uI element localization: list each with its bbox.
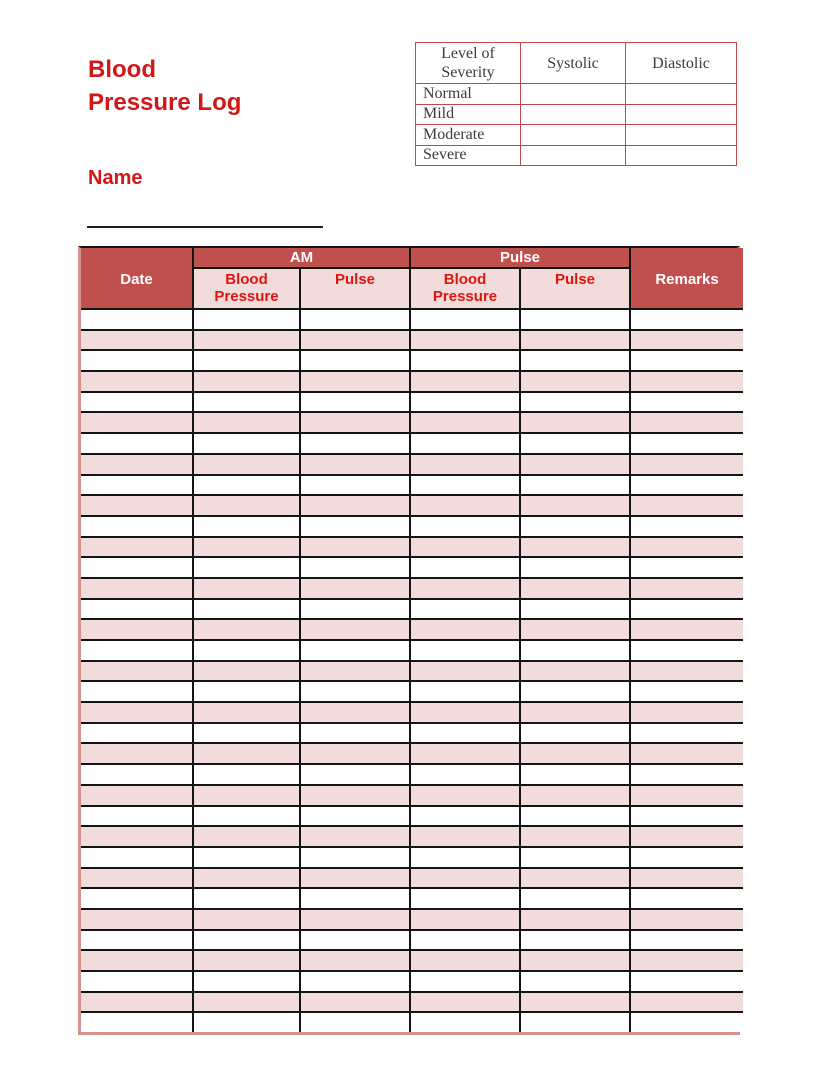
log-cell-am-pulse[interactable] bbox=[300, 971, 410, 992]
log-cell-remarks[interactable] bbox=[630, 475, 743, 496]
log-cell-pm-pulse[interactable] bbox=[520, 557, 630, 578]
log-cell-am-pulse[interactable] bbox=[300, 868, 410, 889]
severity-header-systolic: Systolic bbox=[521, 43, 626, 84]
log-cell-pm-blood-pressure[interactable] bbox=[410, 847, 520, 868]
log-cell-am-pulse[interactable] bbox=[300, 599, 410, 620]
log-cell-pm-blood-pressure[interactable] bbox=[410, 578, 520, 599]
log-cell-am-pulse[interactable] bbox=[300, 516, 410, 537]
log-cell-remarks[interactable] bbox=[630, 847, 743, 868]
log-cell-remarks[interactable] bbox=[630, 681, 743, 702]
log-cell-pm-pulse[interactable] bbox=[520, 1012, 630, 1032]
page-title-line1: Blood bbox=[88, 56, 156, 83]
log-row bbox=[81, 826, 743, 847]
log-row bbox=[81, 743, 743, 764]
log-cell-pm-blood-pressure[interactable] bbox=[410, 888, 520, 909]
log-cell-remarks[interactable] bbox=[630, 371, 743, 392]
log-cell-pm-pulse[interactable] bbox=[520, 826, 630, 847]
log-row bbox=[81, 619, 743, 640]
log-cell-remarks[interactable] bbox=[630, 743, 743, 764]
log-cell-am-blood-pressure[interactable] bbox=[193, 702, 300, 723]
log-cell-am-pulse[interactable] bbox=[300, 371, 410, 392]
subcol-header-am-blood-pressure: Blood Pressure bbox=[193, 268, 300, 309]
log-cell-pm-blood-pressure[interactable] bbox=[410, 723, 520, 744]
log-cell-pm-blood-pressure[interactable] bbox=[410, 392, 520, 413]
log-cell-date[interactable] bbox=[81, 537, 193, 558]
log-cell-pm-pulse[interactable] bbox=[520, 702, 630, 723]
log-row bbox=[81, 971, 743, 992]
log-cell-pm-pulse[interactable] bbox=[520, 392, 630, 413]
log-cell-date[interactable] bbox=[81, 599, 193, 620]
log-row bbox=[81, 702, 743, 723]
log-cell-date[interactable] bbox=[81, 309, 193, 330]
log-cell-pm-blood-pressure[interactable] bbox=[410, 412, 520, 433]
log-cell-date[interactable] bbox=[81, 971, 193, 992]
log-row bbox=[81, 330, 743, 351]
log-cell-pm-blood-pressure[interactable] bbox=[410, 433, 520, 454]
col-header-am: AM bbox=[193, 248, 410, 268]
log-cell-pm-pulse[interactable] bbox=[520, 350, 630, 371]
log-row bbox=[81, 350, 743, 371]
log-cell-date[interactable] bbox=[81, 475, 193, 496]
name-input-line[interactable] bbox=[87, 206, 323, 228]
log-cell-remarks[interactable] bbox=[630, 888, 743, 909]
log-cell-date[interactable] bbox=[81, 764, 193, 785]
log-cell-remarks[interactable] bbox=[630, 350, 743, 371]
log-cell-date[interactable] bbox=[81, 661, 193, 682]
col-header-remarks: Remarks bbox=[630, 248, 743, 309]
log-cell-remarks[interactable] bbox=[630, 599, 743, 620]
log-cell-am-blood-pressure[interactable] bbox=[193, 909, 300, 930]
log-cell-am-pulse[interactable] bbox=[300, 930, 410, 951]
severity-diastolic-cell[interactable] bbox=[626, 84, 737, 105]
severity-systolic-cell[interactable] bbox=[521, 84, 626, 105]
log-cell-pm-blood-pressure[interactable] bbox=[410, 950, 520, 971]
log-cell-pm-blood-pressure[interactable] bbox=[410, 619, 520, 640]
log-cell-pm-pulse[interactable] bbox=[520, 640, 630, 661]
log-cell-am-blood-pressure[interactable] bbox=[193, 950, 300, 971]
log-cell-remarks[interactable] bbox=[630, 661, 743, 682]
log-cell-pm-pulse[interactable] bbox=[520, 454, 630, 475]
log-cell-pm-blood-pressure[interactable] bbox=[410, 475, 520, 496]
log-cell-date[interactable] bbox=[81, 330, 193, 351]
log-cell-pm-pulse[interactable] bbox=[520, 330, 630, 351]
log-cell-pm-pulse[interactable] bbox=[520, 619, 630, 640]
log-cell-pm-blood-pressure[interactable] bbox=[410, 599, 520, 620]
log-cell-pm-pulse[interactable] bbox=[520, 412, 630, 433]
log-row bbox=[81, 847, 743, 868]
subcol-header-pm-pulse: Pulse bbox=[520, 268, 630, 309]
log-cell-date[interactable] bbox=[81, 702, 193, 723]
log-cell-date[interactable] bbox=[81, 950, 193, 971]
severity-row bbox=[416, 84, 737, 105]
log-cell-date[interactable] bbox=[81, 723, 193, 744]
log-cell-pm-pulse[interactable] bbox=[520, 930, 630, 951]
log-cell-am-pulse[interactable] bbox=[300, 537, 410, 558]
log-cell-date[interactable] bbox=[81, 1012, 193, 1032]
log-row bbox=[81, 412, 743, 433]
log-cell-am-pulse[interactable] bbox=[300, 764, 410, 785]
log-cell-am-blood-pressure[interactable] bbox=[193, 992, 300, 1013]
log-cell-am-pulse[interactable] bbox=[300, 847, 410, 868]
severity-row bbox=[416, 104, 737, 125]
log-cell-am-blood-pressure[interactable] bbox=[193, 392, 300, 413]
log-cell-date[interactable] bbox=[81, 578, 193, 599]
log-cell-am-blood-pressure[interactable] bbox=[193, 785, 300, 806]
log-cell-pm-blood-pressure[interactable] bbox=[410, 930, 520, 951]
log-cell-am-pulse[interactable] bbox=[300, 350, 410, 371]
log-cell-am-pulse[interactable] bbox=[300, 309, 410, 330]
log-row bbox=[81, 392, 743, 413]
severity-table bbox=[415, 42, 737, 166]
log-row bbox=[81, 537, 743, 558]
severity-row bbox=[416, 145, 737, 166]
log-cell-am-pulse[interactable] bbox=[300, 433, 410, 454]
severity-level-label: Mild bbox=[416, 104, 521, 125]
log-cell-am-pulse[interactable] bbox=[300, 681, 410, 702]
log-cell-date[interactable] bbox=[81, 516, 193, 537]
log-cell-pm-blood-pressure[interactable] bbox=[410, 909, 520, 930]
log-cell-pm-blood-pressure[interactable] bbox=[410, 681, 520, 702]
severity-diastolic-cell[interactable] bbox=[626, 125, 737, 146]
log-cell-remarks[interactable] bbox=[630, 495, 743, 516]
log-cell-remarks[interactable] bbox=[630, 764, 743, 785]
log-cell-date[interactable] bbox=[81, 412, 193, 433]
log-cell-date[interactable] bbox=[81, 847, 193, 868]
page-title-line2: Pressure Log bbox=[88, 89, 242, 116]
log-cell-pm-pulse[interactable] bbox=[520, 785, 630, 806]
log-cell-pm-blood-pressure[interactable] bbox=[410, 557, 520, 578]
log-cell-date[interactable] bbox=[81, 557, 193, 578]
log-cell-date[interactable] bbox=[81, 640, 193, 661]
log-cell-pm-blood-pressure[interactable] bbox=[410, 702, 520, 723]
log-cell-remarks[interactable] bbox=[630, 516, 743, 537]
log-cell-am-pulse[interactable] bbox=[300, 454, 410, 475]
log-cell-pm-blood-pressure[interactable] bbox=[410, 806, 520, 827]
log-header-row bbox=[81, 248, 743, 268]
log-cell-pm-pulse[interactable] bbox=[520, 764, 630, 785]
log-row bbox=[81, 578, 743, 599]
log-cell-am-blood-pressure[interactable] bbox=[193, 475, 300, 496]
log-cell-date[interactable] bbox=[81, 454, 193, 475]
log-cell-am-blood-pressure[interactable] bbox=[193, 309, 300, 330]
log-cell-date[interactable] bbox=[81, 619, 193, 640]
log-cell-pm-pulse[interactable] bbox=[520, 723, 630, 744]
severity-level-label: Severe bbox=[416, 145, 521, 166]
severity-header-level: Level of Severity bbox=[416, 43, 521, 84]
log-cell-pm-pulse[interactable] bbox=[520, 475, 630, 496]
log-cell-am-pulse[interactable] bbox=[300, 888, 410, 909]
log-cell-am-pulse[interactable] bbox=[300, 412, 410, 433]
log-cell-remarks[interactable] bbox=[630, 330, 743, 351]
severity-header-diastolic: Diastolic bbox=[626, 43, 737, 84]
log-cell-pm-pulse[interactable] bbox=[520, 806, 630, 827]
severity-row bbox=[416, 125, 737, 146]
log-row bbox=[81, 516, 743, 537]
log-row bbox=[81, 785, 743, 806]
log-cell-am-pulse[interactable] bbox=[300, 330, 410, 351]
log-cell-am-blood-pressure[interactable] bbox=[193, 806, 300, 827]
log-cell-am-blood-pressure[interactable] bbox=[193, 826, 300, 847]
log-cell-remarks[interactable] bbox=[630, 702, 743, 723]
log-row bbox=[81, 309, 743, 330]
log-cell-am-blood-pressure[interactable] bbox=[193, 495, 300, 516]
log-row bbox=[81, 495, 743, 516]
log-cell-pm-blood-pressure[interactable] bbox=[410, 743, 520, 764]
log-cell-date[interactable] bbox=[81, 371, 193, 392]
log-cell-am-pulse[interactable] bbox=[300, 1012, 410, 1032]
log-cell-pm-blood-pressure[interactable] bbox=[410, 868, 520, 889]
log-cell-remarks[interactable] bbox=[630, 785, 743, 806]
log-cell-am-blood-pressure[interactable] bbox=[193, 516, 300, 537]
log-row bbox=[81, 640, 743, 661]
log-cell-remarks[interactable] bbox=[630, 412, 743, 433]
severity-level-label: Moderate bbox=[416, 125, 521, 146]
log-cell-am-pulse[interactable] bbox=[300, 661, 410, 682]
log-cell-date[interactable] bbox=[81, 392, 193, 413]
severity-systolic-cell[interactable] bbox=[521, 104, 626, 125]
log-cell-am-pulse[interactable] bbox=[300, 495, 410, 516]
log-cell-pm-pulse[interactable] bbox=[520, 537, 630, 558]
log-cell-am-blood-pressure[interactable] bbox=[193, 557, 300, 578]
log-cell-am-blood-pressure[interactable] bbox=[193, 764, 300, 785]
subcol-header-pm-blood-pressure: Blood Pressure bbox=[410, 268, 520, 309]
log-cell-am-blood-pressure[interactable] bbox=[193, 661, 300, 682]
log-cell-remarks[interactable] bbox=[630, 1012, 743, 1032]
log-cell-remarks[interactable] bbox=[630, 392, 743, 413]
log-row bbox=[81, 454, 743, 475]
subcol-header-am-pulse: Pulse bbox=[300, 268, 410, 309]
name-label: Name bbox=[88, 167, 143, 189]
log-cell-am-pulse[interactable] bbox=[300, 743, 410, 764]
log-cell-am-pulse[interactable] bbox=[300, 785, 410, 806]
col-header-date: Date bbox=[81, 248, 193, 309]
log-cell-am-pulse[interactable] bbox=[300, 475, 410, 496]
log-cell-pm-pulse[interactable] bbox=[520, 971, 630, 992]
log-cell-am-blood-pressure[interactable] bbox=[193, 743, 300, 764]
log-cell-am-blood-pressure[interactable] bbox=[193, 971, 300, 992]
log-cell-pm-pulse[interactable] bbox=[520, 309, 630, 330]
log-cell-pm-blood-pressure[interactable] bbox=[410, 826, 520, 847]
log-cell-pm-blood-pressure[interactable] bbox=[410, 350, 520, 371]
log-cell-pm-blood-pressure[interactable] bbox=[410, 495, 520, 516]
log-cell-am-blood-pressure[interactable] bbox=[193, 847, 300, 868]
log-cell-am-blood-pressure[interactable] bbox=[193, 1012, 300, 1032]
log-cell-remarks[interactable] bbox=[630, 454, 743, 475]
log-cell-date[interactable] bbox=[81, 785, 193, 806]
log-cell-am-pulse[interactable] bbox=[300, 392, 410, 413]
log-cell-pm-blood-pressure[interactable] bbox=[410, 537, 520, 558]
log-cell-date[interactable] bbox=[81, 868, 193, 889]
log-cell-date[interactable] bbox=[81, 888, 193, 909]
log-cell-am-pulse[interactable] bbox=[300, 950, 410, 971]
log-cell-pm-blood-pressure[interactable] bbox=[410, 1012, 520, 1032]
log-cell-pm-pulse[interactable] bbox=[520, 495, 630, 516]
log-cell-pm-pulse[interactable] bbox=[520, 681, 630, 702]
log-cell-remarks[interactable] bbox=[630, 930, 743, 951]
log-row bbox=[81, 433, 743, 454]
log-cell-remarks[interactable] bbox=[630, 557, 743, 578]
log-cell-date[interactable] bbox=[81, 826, 193, 847]
log-cell-remarks[interactable] bbox=[630, 578, 743, 599]
log-cell-pm-pulse[interactable] bbox=[520, 578, 630, 599]
log-cell-date[interactable] bbox=[81, 992, 193, 1013]
log-cell-pm-blood-pressure[interactable] bbox=[410, 330, 520, 351]
log-cell-remarks[interactable] bbox=[630, 537, 743, 558]
log-cell-date[interactable] bbox=[81, 433, 193, 454]
log-cell-pm-pulse[interactable] bbox=[520, 516, 630, 537]
severity-table-body bbox=[416, 84, 737, 166]
log-row bbox=[81, 1012, 743, 1032]
log-cell-pm-blood-pressure[interactable] bbox=[410, 785, 520, 806]
log-cell-am-pulse[interactable] bbox=[300, 723, 410, 744]
log-cell-remarks[interactable] bbox=[630, 971, 743, 992]
log-row bbox=[81, 681, 743, 702]
severity-header-row bbox=[416, 43, 737, 84]
log-cell-pm-blood-pressure[interactable] bbox=[410, 309, 520, 330]
page-title bbox=[88, 53, 241, 119]
log-cell-remarks[interactable] bbox=[630, 806, 743, 827]
log-cell-am-blood-pressure[interactable] bbox=[193, 723, 300, 744]
log-row bbox=[81, 806, 743, 827]
log-cell-remarks[interactable] bbox=[630, 868, 743, 889]
severity-level-label: Normal bbox=[416, 84, 521, 105]
log-cell-am-blood-pressure[interactable] bbox=[193, 330, 300, 351]
log-cell-am-blood-pressure[interactable] bbox=[193, 433, 300, 454]
col-header-pulse-group: Pulse bbox=[410, 248, 630, 268]
log-cell-am-blood-pressure[interactable] bbox=[193, 454, 300, 475]
log-row bbox=[81, 371, 743, 392]
severity-systolic-cell[interactable] bbox=[521, 125, 626, 146]
log-cell-date[interactable] bbox=[81, 350, 193, 371]
log-cell-pm-pulse[interactable] bbox=[520, 661, 630, 682]
log-row bbox=[81, 475, 743, 496]
log-row bbox=[81, 557, 743, 578]
log-cell-pm-pulse[interactable] bbox=[520, 371, 630, 392]
log-cell-date[interactable] bbox=[81, 930, 193, 951]
log-cell-remarks[interactable] bbox=[630, 992, 743, 1013]
log-row bbox=[81, 764, 743, 785]
log-row bbox=[81, 599, 743, 620]
log-row bbox=[81, 723, 743, 744]
log-cell-am-pulse[interactable] bbox=[300, 640, 410, 661]
log-cell-date[interactable] bbox=[81, 743, 193, 764]
log-cell-date[interactable] bbox=[81, 806, 193, 827]
log-cell-am-pulse[interactable] bbox=[300, 702, 410, 723]
severity-diastolic-cell[interactable] bbox=[626, 104, 737, 125]
log-cell-am-pulse[interactable] bbox=[300, 619, 410, 640]
log-cell-pm-pulse[interactable] bbox=[520, 888, 630, 909]
log-cell-date[interactable] bbox=[81, 909, 193, 930]
log-cell-pm-pulse[interactable] bbox=[520, 950, 630, 971]
log-cell-am-pulse[interactable] bbox=[300, 578, 410, 599]
log-cell-remarks[interactable] bbox=[630, 950, 743, 971]
log-cell-am-pulse[interactable] bbox=[300, 806, 410, 827]
log-cell-am-blood-pressure[interactable] bbox=[193, 888, 300, 909]
log-cell-remarks[interactable] bbox=[630, 619, 743, 640]
severity-systolic-cell[interactable] bbox=[521, 145, 626, 166]
log-cell-pm-blood-pressure[interactable] bbox=[410, 454, 520, 475]
severity-diastolic-cell[interactable] bbox=[626, 145, 737, 166]
log-cell-am-blood-pressure[interactable] bbox=[193, 930, 300, 951]
log-cell-am-blood-pressure[interactable] bbox=[193, 619, 300, 640]
log-row bbox=[81, 992, 743, 1013]
log-cell-remarks[interactable] bbox=[630, 640, 743, 661]
log-cell-pm-pulse[interactable] bbox=[520, 868, 630, 889]
log-cell-am-pulse[interactable] bbox=[300, 909, 410, 930]
log-cell-pm-blood-pressure[interactable] bbox=[410, 371, 520, 392]
log-cell-am-pulse[interactable] bbox=[300, 826, 410, 847]
log-cell-date[interactable] bbox=[81, 495, 193, 516]
log-cell-pm-blood-pressure[interactable] bbox=[410, 661, 520, 682]
log-cell-date[interactable] bbox=[81, 681, 193, 702]
log-cell-am-blood-pressure[interactable] bbox=[193, 578, 300, 599]
log-cell-am-blood-pressure[interactable] bbox=[193, 681, 300, 702]
log-row bbox=[81, 909, 743, 930]
log-cell-pm-pulse[interactable] bbox=[520, 909, 630, 930]
log-table-body bbox=[81, 309, 743, 1032]
log-row bbox=[81, 950, 743, 971]
log-cell-am-blood-pressure[interactable] bbox=[193, 537, 300, 558]
log-cell-remarks[interactable] bbox=[630, 723, 743, 744]
log-cell-remarks[interactable] bbox=[630, 826, 743, 847]
log-cell-pm-pulse[interactable] bbox=[520, 992, 630, 1013]
log-cell-pm-pulse[interactable] bbox=[520, 433, 630, 454]
log-cell-remarks[interactable] bbox=[630, 309, 743, 330]
log-cell-pm-pulse[interactable] bbox=[520, 743, 630, 764]
log-cell-am-blood-pressure[interactable] bbox=[193, 868, 300, 889]
log-cell-pm-blood-pressure[interactable] bbox=[410, 971, 520, 992]
log-cell-am-pulse[interactable] bbox=[300, 992, 410, 1013]
log-cell-am-blood-pressure[interactable] bbox=[193, 640, 300, 661]
log-cell-am-blood-pressure[interactable] bbox=[193, 371, 300, 392]
log-cell-pm-pulse[interactable] bbox=[520, 847, 630, 868]
log-cell-am-blood-pressure[interactable] bbox=[193, 412, 300, 433]
log-row bbox=[81, 661, 743, 682]
log-row bbox=[81, 930, 743, 951]
log-cell-pm-blood-pressure[interactable] bbox=[410, 992, 520, 1013]
log-cell-pm-pulse[interactable] bbox=[520, 599, 630, 620]
log-cell-am-blood-pressure[interactable] bbox=[193, 599, 300, 620]
log-row bbox=[81, 888, 743, 909]
bp-log-table bbox=[78, 246, 740, 1035]
log-cell-pm-blood-pressure[interactable] bbox=[410, 764, 520, 785]
log-cell-pm-blood-pressure[interactable] bbox=[410, 516, 520, 537]
log-cell-am-blood-pressure[interactable] bbox=[193, 350, 300, 371]
log-cell-remarks[interactable] bbox=[630, 433, 743, 454]
log-row bbox=[81, 868, 743, 889]
log-cell-am-pulse[interactable] bbox=[300, 557, 410, 578]
log-cell-remarks[interactable] bbox=[630, 909, 743, 930]
log-cell-pm-blood-pressure[interactable] bbox=[410, 640, 520, 661]
